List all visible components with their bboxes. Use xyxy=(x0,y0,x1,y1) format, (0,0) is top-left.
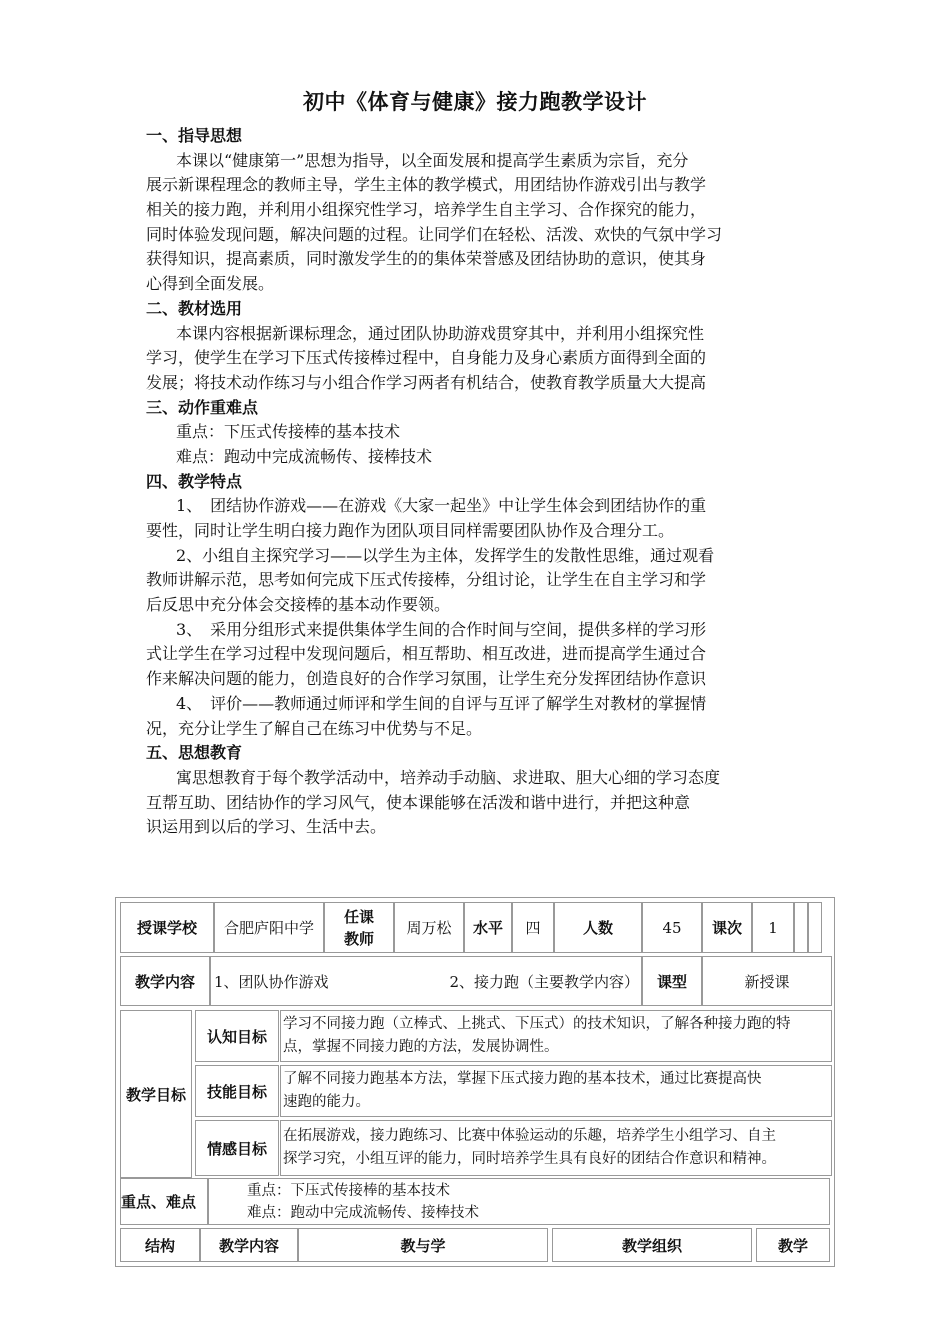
body-line: 要性，同时让学生明白接力跑作为团队项目同样需要团队协作及合理分工。 xyxy=(146,521,675,540)
body-line: 识运用到以后的学习、生活中去。 xyxy=(146,817,387,837)
body-line: 发展；将技术动作练习与小组合作学习两者有机结合，使教育教学质量大大提高 xyxy=(146,372,707,392)
body-line: 相关的接力跑，并利用小组探究性学习，培养学生自主学习、合作探究的能力， xyxy=(146,200,707,220)
body-line: 况，充分让学生了解自己在练习中优势与不足。 xyxy=(146,718,483,738)
header-organization: 教学组织 xyxy=(552,1228,752,1262)
body-line: 展示新课程理念的教师主导，学生主体的教学模式，用团结协作游戏引出与教学 xyxy=(146,175,707,195)
body-line: 教师讲解示范，思考如何完成下压式传接棒，分组讨论，让学生在自主学习和学 xyxy=(146,570,707,590)
teacher-label xyxy=(324,902,394,953)
header-content: 教学内容 xyxy=(200,1228,298,1262)
goal-line: 点，掌握不同接力跑的方法，发展协调性。 xyxy=(283,1039,559,1055)
goals-label: 教学目标 xyxy=(120,1010,192,1178)
body-line: 2、小组自主探究学习——以学生为主体，发挥学生的发散性思维，通过观看 xyxy=(176,545,715,565)
body-line: 获得知识，提高素质，同时激发学生的的集体荣誉感及团结协助的意识，使其身 xyxy=(146,249,707,269)
body-line: 寓思想教育于每个教学活动中，培养动手动脑、求进取、胆大心细的学习态度 xyxy=(176,767,721,787)
content-item-1: 1、团队协作游戏 xyxy=(210,956,446,1006)
level-value: 四 xyxy=(512,902,554,953)
cognitive-goal-label: 认知目标 xyxy=(195,1010,279,1062)
goal-line: 了解不同接力跑基本方法，掌握下压式接力跑的基本技术，通过比赛提高快 xyxy=(283,1071,762,1087)
body-line: 式让学生在学习过程中发现问题后，相互帮助、相互改进，进而提高学生通过合 xyxy=(146,644,707,664)
body-line: 五、思想教育 xyxy=(146,743,243,763)
empty-cell xyxy=(794,902,808,953)
body-line: 一、指导思想 xyxy=(146,126,243,145)
lesson-label: 课次 xyxy=(702,902,752,953)
document-title: 初中《体育与健康》接力跑教学设计 xyxy=(303,90,647,114)
body-line: 三、动作重难点 xyxy=(146,397,259,417)
teacher-value: 周万松 xyxy=(394,902,464,953)
body-line: 心得到全面发展。 xyxy=(146,274,275,294)
teacher-label-line: 教师 xyxy=(343,929,374,948)
body-line: 3、 采用分组形式来提供集体学生间的合作时间与空间，提供多样的学习形 xyxy=(176,619,707,639)
body-line: 学习，使学生在学习下压式传接棒过程中，自身能力及身心素质方面得到全面的 xyxy=(146,348,707,368)
body-line: 本课内容根据新课标理念，通过团队协助游戏贯穿其中，并利用小组探究性 xyxy=(176,323,705,343)
body-line: 后反思中充分体会交接棒的基本动作要领。 xyxy=(146,595,451,615)
type-value: 新授课 xyxy=(702,956,832,1006)
school-value: 合肥庐阳中学 xyxy=(214,902,324,953)
body-line: 二、教材选用 xyxy=(146,298,243,318)
key-points-text xyxy=(208,1178,830,1225)
goal-line: 探学习究，小组互评的能力，同时培养学生具有良好的团结合作意识和精神。 xyxy=(283,1151,776,1167)
lesson-value: 1 xyxy=(752,902,794,953)
school-label: 授课学校 xyxy=(120,902,214,953)
affective-goal-label: 情感目标 xyxy=(195,1120,279,1176)
body-line: 难点：跑动中完成流畅传、接棒技术 xyxy=(176,446,433,466)
header-teaching-learning: 教与学 xyxy=(298,1228,548,1262)
body-line: 本课以“健康第一”思想为指导，以全面发展和提高学生素质为宗旨，充分 xyxy=(176,150,689,170)
body-line: 1、 团结协作游戏——在游戏《大家一起坐》中让学生体会到团结协作的重 xyxy=(176,496,707,516)
body-line: 四、教学特点 xyxy=(146,471,243,491)
count-label: 人数 xyxy=(554,902,642,953)
affective-goal-text xyxy=(280,1120,832,1176)
lesson-plan-table xyxy=(115,897,835,1267)
content-item-2: 2、接力跑（主要教学内容） xyxy=(446,956,642,1006)
cognitive-goal-text xyxy=(280,1010,832,1062)
key-points-label: 重点、难点 xyxy=(120,1178,208,1225)
body-line: 作来解决问题的能力，创造良好的合作学习氛围，让学生充分发挥团结协作意识 xyxy=(146,669,707,689)
goal-line: 学习不同接力跑（立棒式、上挑式、下压式）的技术知识，了解各种接力跑的特 xyxy=(283,1016,791,1032)
body-line: 4、 评价——教师通过师评和学生间的自评与互评了解学生对教材的掌握情 xyxy=(176,693,707,713)
empty-cell xyxy=(808,902,822,953)
key-point-line: 难点：跑动中完成流畅传、接棒技术 xyxy=(247,1204,479,1221)
goal-line: 在拓展游戏，接力跑练习、比赛中体验运动的乐趣，培养学生小组学习、自主 xyxy=(283,1128,776,1144)
teacher-label-line: 任课 xyxy=(343,907,374,926)
level-label: 水平 xyxy=(464,902,512,953)
header-teaching: 教学 xyxy=(756,1228,830,1262)
header-structure: 结构 xyxy=(120,1228,200,1262)
type-label: 课型 xyxy=(642,956,702,1006)
document-body xyxy=(146,124,810,840)
body-line: 同时体验发现问题，解决问题的过程。让同学们在轻松、活泼、欢快的气氛中学习 xyxy=(146,224,723,244)
skill-goal-text xyxy=(280,1065,832,1117)
key-point-line: 重点：下压式传接棒的基本技术 xyxy=(247,1182,450,1199)
skill-goal-label: 技能目标 xyxy=(195,1065,279,1117)
goal-line: 速跑的能力。 xyxy=(283,1094,370,1110)
count-value: 45 xyxy=(642,902,702,953)
content-label: 教学内容 xyxy=(120,956,210,1006)
body-line: 重点：下压式传接棒的基本技术 xyxy=(176,422,401,442)
body-line: 互帮互助、团结协作的学习风气，使本课能够在活泼和谐中进行，并把这种意 xyxy=(146,792,691,812)
